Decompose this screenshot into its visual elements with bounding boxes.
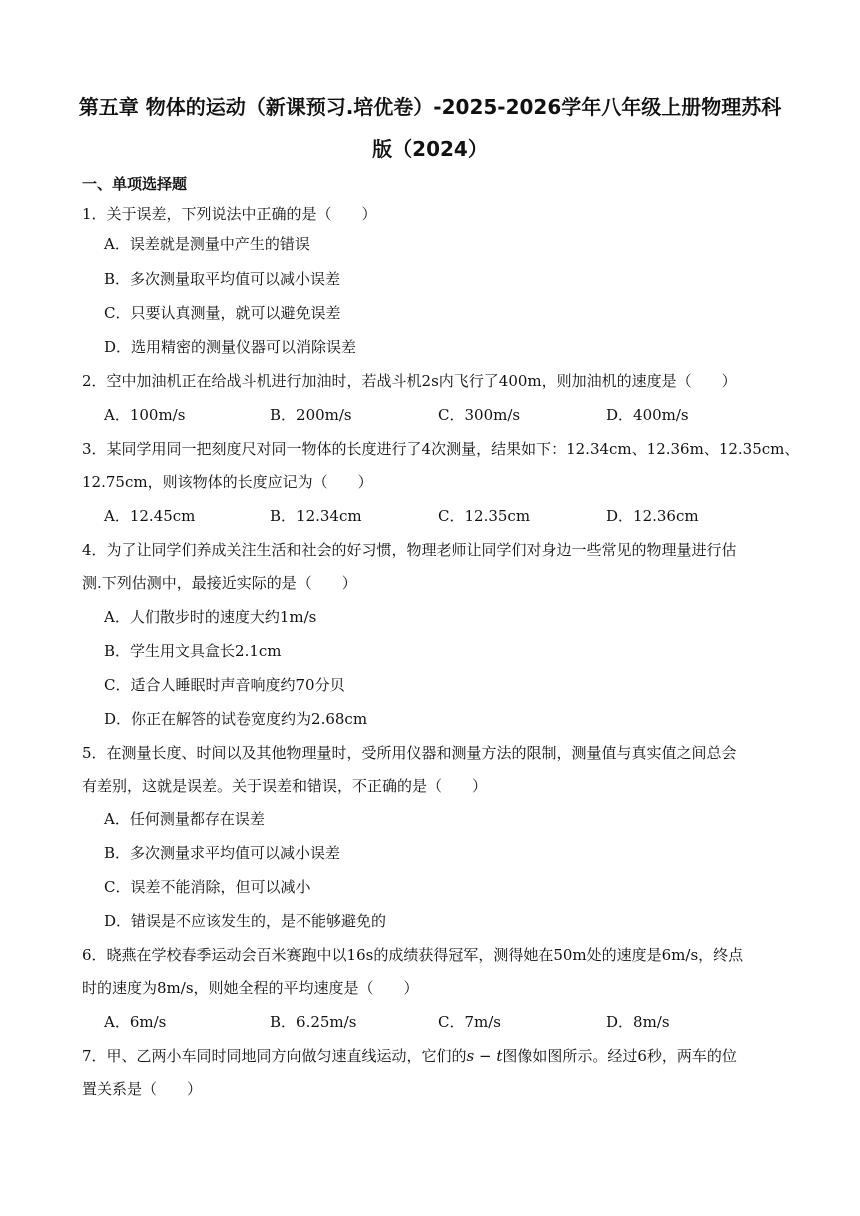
question-3-stem-line-2: 12.75cm，则该物体的长度应记为（ ） (82, 473, 373, 491)
question-1-option-b: B．多次测量取平均值可以减小误差 (104, 270, 341, 288)
question-1-option-d: D．选用精密的测量仪器可以消除误差 (104, 338, 357, 356)
question-4-option-c: C．适合人睡眠时声音响度约70分贝 (104, 676, 345, 694)
question-2-option-a: A．100m/s (104, 406, 186, 424)
question-5-option-a: A．任何测量都存在误差 (104, 810, 265, 828)
question-3-stem-line-1: 3．某同学用同一把刻度尺对同一物体的长度进行了4次测量，结果如下：12.34cm、12.36m、12.35cm、 (82, 440, 800, 458)
question-4-stem-line-2: 测.下列估测中，最接近实际的是（ ） (82, 574, 357, 592)
question-3-option-a: A．12.45cm (104, 507, 196, 525)
question-6-option-b: B．6.25m/s (270, 1013, 357, 1031)
question-6-stem-line-2: 时的速度为8m/s，则她全程的平均速度是（ ） (82, 979, 419, 997)
question-2-option-c: C．300m/s (438, 406, 521, 424)
section-heading: 一、单项选择题 (82, 175, 188, 193)
question-6-option-d: D．8m/s (606, 1013, 670, 1031)
question-6-option-a: A．6m/s (104, 1013, 167, 1031)
question-7-stem-line-2: 置关系是（ ） (82, 1080, 203, 1098)
question-6-stem-line-1: 6．晓燕在学校春季运动会百米赛跑中以16s的成绩获得冠军，测得她在50m处的速度是6m/s，终点 (82, 946, 744, 964)
question-7-st-math: s − t (466, 1047, 503, 1065)
question-5-stem-line-2: 有差别，这就是误差。关于误差和错误，不正确的是（ ） (82, 777, 488, 795)
question-5-stem-line-1: 5．在测量长度、时间以及其他物理量时，受所用仪器和测量方法的限制，测量值与真实值之间总会 (82, 744, 737, 762)
question-3-option-b: B．12.34cm (270, 507, 362, 525)
question-5-option-d: D．错误是不应该发生的，是不能够避免的 (104, 912, 387, 930)
question-4-option-d: D．你正在解答的试卷宽度约为2.68cm (104, 710, 368, 728)
question-3-option-d: D．12.36cm (606, 507, 699, 525)
question-5-option-b: B．多次测量求平均值可以减小误差 (104, 844, 341, 862)
question-5-option-c: C．误差不能消除，但可以减小 (104, 878, 311, 896)
document-title-line-1: 第五章 物体的运动（新课预习.培优卷）-2025-2026学年八年级上册物理苏科 (78, 95, 782, 119)
question-1-option-c: C．只要认真测量，就可以避免误差 (104, 304, 341, 322)
question-6-option-c: C．7m/s (438, 1013, 501, 1031)
document-title-line-2: 版（2024） (372, 137, 488, 161)
question-7-stem-text-pre: 7．甲、乙两小车同时同地同方向做匀速直线运动，它们的 (82, 1047, 467, 1065)
question-4-option-a: A．人们散步时的速度大约1m/s (104, 608, 317, 626)
question-2-option-d: D．400m/s (606, 406, 689, 424)
question-7-stem-line-1 (82, 1043, 737, 1069)
question-3-option-c: C．12.35cm (438, 507, 531, 525)
question-4-option-b: B．学生用文具盒长2.1cm (104, 642, 282, 660)
question-4-stem-line-1: 4．为了让同学们养成关注生活和社会的好习惯，物理老师让同学们对身边一些常见的物理量进行估 (82, 541, 737, 559)
question-2-option-b: B．200m/s (270, 406, 352, 424)
question-7-stem-text-post: 图像如图所示。经过6秒，两车的位 (502, 1047, 737, 1065)
question-2-stem: 2．空中加油机正在给战斗机进行加油时，若战斗机2s内飞行了400m，则加油机的速度是（ ） (82, 372, 737, 390)
question-1-option-a: A．误差就是测量中产生的错误 (104, 235, 310, 253)
question-1-stem: 1．关于误差，下列说法中正确的是（ ） (82, 205, 377, 223)
